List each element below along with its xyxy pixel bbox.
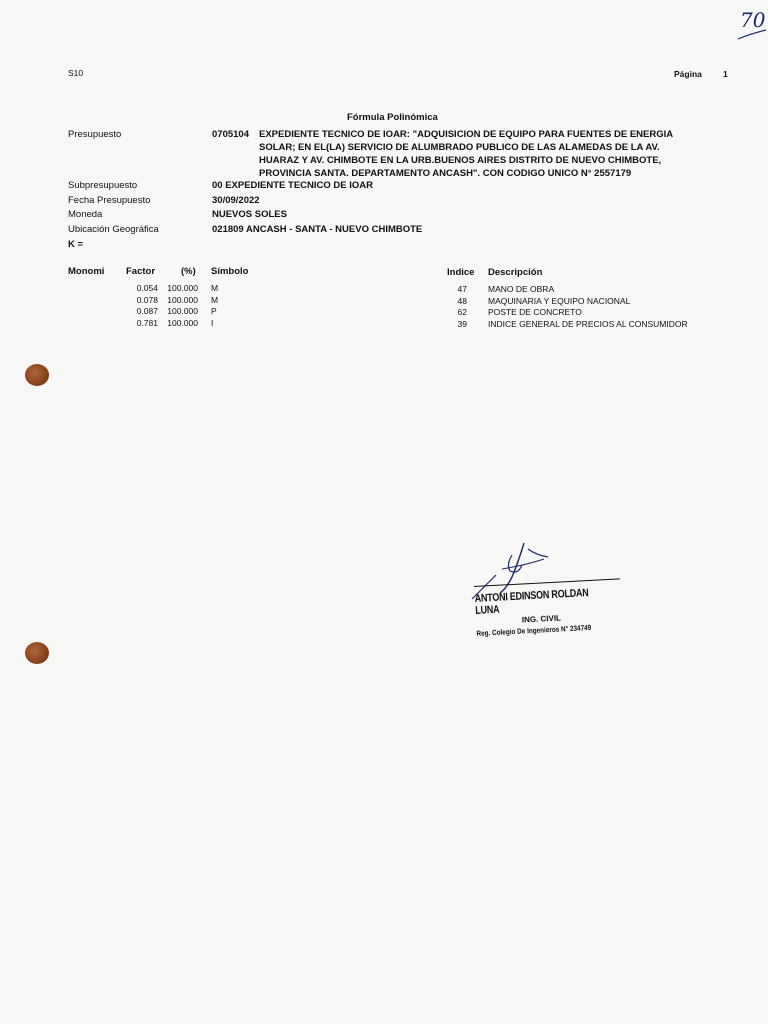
pct-cell: 100.000 (167, 317, 198, 328)
ubicacion-value: 021809 ANCASH - SANTA - NUEVO CHIMBOTE (212, 224, 423, 235)
col-header-monomio: Monomi (68, 266, 105, 277)
presupuesto-label: Presupuesto (68, 129, 122, 140)
handwritten-page-number: 70 (740, 8, 766, 32)
table-row (120, 283, 231, 295)
pct-cell: 100.000 (167, 294, 198, 305)
col-header-indice: Indice (447, 267, 475, 278)
page-label: Página (674, 69, 702, 79)
presupuesto-description-line-4: PROVINCIA SANTA. DEPARTAMENTO ANCASH". CON CODIGO UNICO N° 2557179 (259, 168, 632, 179)
descripcion-cell: POSTE DE CONCRETO (488, 307, 582, 317)
stamp-name: ANTONI EDINSON ROLDAN LUNA (474, 587, 589, 617)
subpresupuesto-label: Subpresupuesto (68, 180, 138, 191)
moneda-value: NUEVOS SOLES (212, 209, 287, 220)
col-header-factor: Factor (126, 266, 156, 277)
descripcion-cell: INDICE GENERAL DE PRECIOS AL CONSUMIDOR (488, 318, 688, 329)
table-row (120, 295, 231, 307)
subpresupuesto-value: 00 EXPEDIENTE TECNICO DE IOAR (212, 180, 374, 191)
table-row (448, 296, 688, 308)
indice-cell: 47 (457, 284, 467, 294)
monomio-table-right (448, 284, 688, 330)
simbolo-cell: P (211, 306, 217, 316)
table-row (448, 284, 688, 296)
descripcion-cell: MANO DE OBRA (488, 284, 555, 294)
factor-cell: 0.087 (136, 306, 158, 316)
handwritten-underline (736, 28, 768, 42)
punch-hole-top (25, 364, 49, 386)
report-code: S10 (68, 68, 84, 78)
pct-cell: 100.000 (167, 306, 198, 316)
pct-cell: 100.000 (167, 283, 198, 293)
table-row (120, 306, 231, 318)
descripcion-cell: MAQUINARIA Y EQUIPO NACIONAL (488, 295, 631, 306)
stamp-title: ING. CIVIL (521, 613, 562, 625)
indice-cell: 62 (457, 307, 467, 317)
indice-cell: 48 (457, 295, 467, 306)
document-title: Fórmula Polinómica (347, 112, 438, 123)
stamp (474, 578, 627, 638)
table-row (120, 318, 231, 330)
moneda-label: Moneda (68, 209, 103, 220)
fecha-presupuesto-label: Fecha Presupuesto (68, 195, 151, 206)
ubicacion-label: Ubicación Geográfica (68, 224, 159, 235)
indice-cell: 39 (457, 318, 467, 329)
table-row (448, 319, 688, 331)
stamp-registry: Reg. Colegio De Ingenieros N° 234749 (476, 622, 592, 638)
col-header-descripcion: Descripción (488, 267, 543, 278)
presupuesto-code: 0705104 (212, 129, 249, 140)
col-header-pct: (%) (181, 266, 196, 277)
simbolo-cell: M (211, 283, 219, 293)
presupuesto-description-line-2: SOLAR; EN EL(LA) SERVICIO DE ALUMBRADO PUBLICO DE LAS ALAMEDAS DE LA AV. (259, 142, 660, 153)
factor-cell: 0.078 (136, 294, 158, 305)
simbolo-cell: I (211, 317, 214, 328)
simbolo-cell: M (211, 294, 219, 305)
factor-cell: 0.054 (136, 283, 158, 293)
fecha-presupuesto-value: 30/09/2022 (212, 195, 260, 206)
table-row (448, 307, 688, 319)
col-header-simbolo: Símbolo (211, 266, 249, 277)
factor-cell: 0.781 (136, 317, 158, 328)
k-label: K = (68, 239, 84, 250)
presupuesto-description-line-3: HUARAZ Y AV. CHIMBOTE EN LA URB.BUENOS AIRES DISTRITO DE NUEVO CHIMBOTE, (259, 155, 662, 166)
presupuesto-description-line-1: EXPEDIENTE TECNICO DE IOAR: "ADQUISICION DE EQUIPO PARA FUENTES DE ENERGIA (259, 129, 674, 140)
monomio-table-left (120, 283, 231, 329)
punch-hole-bottom (25, 642, 49, 664)
page-number: 1 (723, 69, 728, 79)
